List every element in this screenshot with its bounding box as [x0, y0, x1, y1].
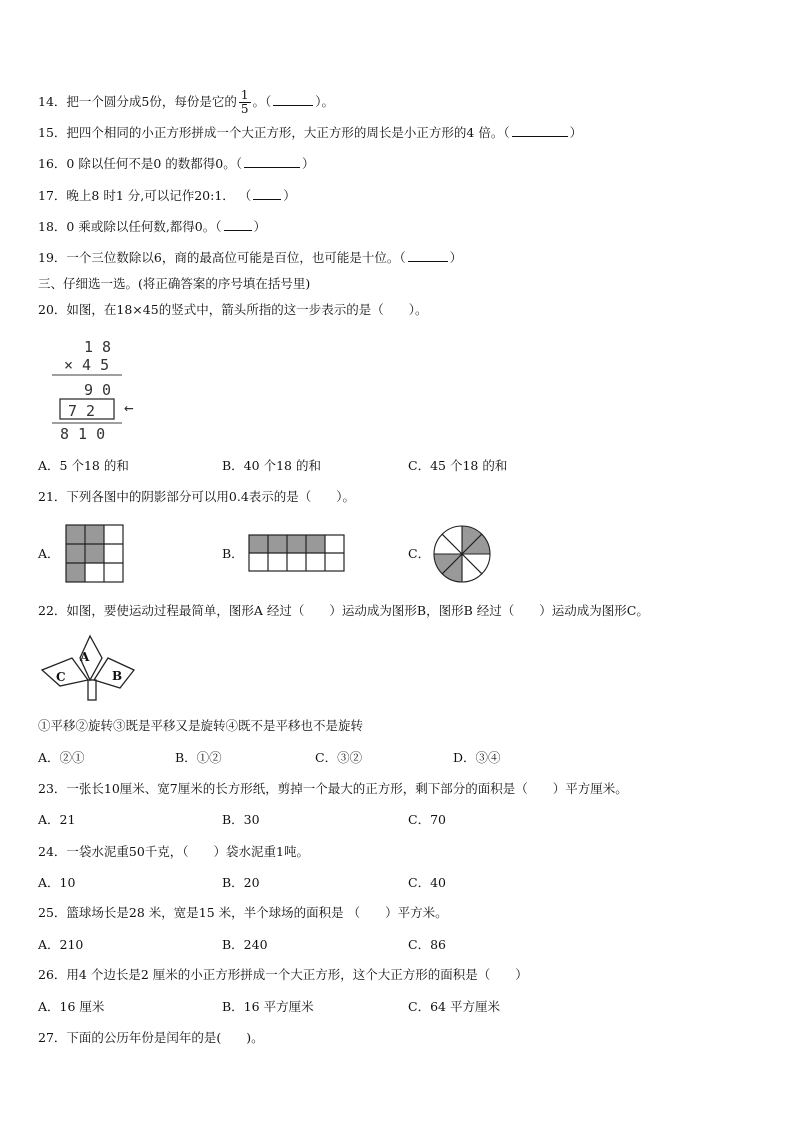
multiplication-figure	[46, 335, 156, 445]
answer-blank-17[interactable]	[253, 187, 281, 200]
q24-option-a[interactable]: A．10	[38, 875, 76, 890]
fraction: $\frac{1}{5}$	[240, 88, 249, 116]
question-24: 24．一袋水泥重50千克，（ ）袋水泥重1吨。	[38, 844, 310, 859]
arrow-icon: ←	[124, 398, 134, 417]
q25-option-a[interactable]: A．210	[38, 937, 84, 952]
grid-2x5-figure	[248, 534, 346, 574]
q22-option-c[interactable]: C．③②	[315, 750, 363, 765]
question-20: 20．如图，在18×45的竖式中，箭头所指的这一步表示的是（ ）。	[38, 302, 428, 317]
shape-label-b: B	[112, 669, 123, 683]
q24-option-c[interactable]: C．40	[408, 875, 446, 890]
fig-row-1: 1 8	[84, 338, 112, 356]
q23-option-b[interactable]: B．30	[222, 812, 260, 827]
answer-blank-15[interactable]	[512, 124, 568, 137]
q22-option-a[interactable]: A．②①	[38, 750, 85, 765]
question-23: 23．一张长10厘米、宽7厘米的长方形纸，剪掉一个最大的正方形，剩下部分的面积是（ ）平方厘米。	[38, 781, 628, 796]
q25-option-b[interactable]: B．240	[222, 937, 268, 952]
grid-3x3-figure	[65, 524, 125, 584]
fig-row-4: 7 2	[68, 402, 96, 420]
answer-blank-19[interactable]	[408, 249, 448, 262]
circle-8-sectors-figure	[432, 524, 492, 584]
question-15: 15．把四个相同的小正方形拼成一个大正方形，大正方形的周长是小正方形的4 倍。（ ）	[38, 125, 583, 140]
q20-option-c[interactable]: C．45 个18 的和	[408, 458, 508, 473]
q26-option-b[interactable]: B．16 平方厘米	[222, 999, 314, 1014]
question-21: 21．下列各图中的阴影部分可以用0.4表示的是（ ）。	[38, 489, 356, 504]
q20-option-b[interactable]: B．40 个18 的和	[222, 458, 321, 473]
q21-option-a[interactable]: A．	[38, 546, 60, 561]
shape-label-c: C	[56, 670, 66, 684]
q23-option-a[interactable]: A．21	[38, 812, 76, 827]
q22-option-b[interactable]: B．①②	[175, 750, 222, 765]
answer-blank-16[interactable]	[244, 155, 300, 168]
fig-row-3: 9 0	[84, 381, 112, 399]
fig-row-5: 8 1 0	[60, 425, 106, 443]
answer-blank-18[interactable]	[224, 218, 252, 231]
q26-option-c[interactable]: C．64 平方厘米	[408, 999, 500, 1014]
question-25: 25．篮球场长是28 米，宽是15 米，半个球场的面积是 （ ）平方米。	[38, 905, 448, 920]
q25-option-c[interactable]: C．86	[408, 937, 446, 952]
q22-option-d[interactable]: D．③④	[453, 750, 501, 765]
question-17: 17．晚上8 时1 分,可以记作20:1． （ ）	[38, 188, 296, 203]
q20-option-a[interactable]: A．5 个18 的和	[38, 458, 129, 473]
question-27: 27．下面的公历年份是闰年的是( )。	[38, 1030, 264, 1045]
fig-row-2: × 4 5	[64, 356, 110, 374]
section-heading: 三、仔细选一选。(将正确答案的序号填在括号里)	[38, 276, 311, 291]
q24-option-b[interactable]: B．20	[222, 875, 260, 890]
q21-option-c[interactable]: C．	[408, 546, 431, 561]
question-16: 16．0 除以任何不是0 的数都得0。（ ）	[38, 156, 315, 171]
question-18: 18．0 乘或除以任何数,都得0。（ ）	[38, 219, 267, 234]
q22-choice-key: ①平移②旋转③既是平移又是旋转④既不是平移也不是旋转	[38, 718, 364, 733]
question-26: 26．用4 个边长是2 厘米的小正方形拼成一个大正方形，这个大正方形的面积是（ ）	[38, 967, 528, 982]
q23-option-c[interactable]: C．70	[408, 812, 446, 827]
question-14: 14．把一个圆分成5份，每份是它的 $\frac{1}{5}$ 。（ ）。	[38, 88, 335, 116]
rotation-figure	[38, 630, 148, 702]
q21-option-b[interactable]: B．	[222, 546, 244, 561]
answer-blank-14[interactable]	[273, 93, 313, 106]
shape-label-a: A	[80, 650, 90, 664]
question-19: 19．一个三位数除以6，商的最高位可能是百位，也可能是十位。（ ）	[38, 250, 463, 265]
q26-option-a[interactable]: A．16 厘米	[38, 999, 105, 1014]
question-22: 22．如图，要使运动过程最简单，图形A 经过（ ）运动成为图形B，图形B 经过（ ）运动成为图形C。	[38, 603, 649, 618]
